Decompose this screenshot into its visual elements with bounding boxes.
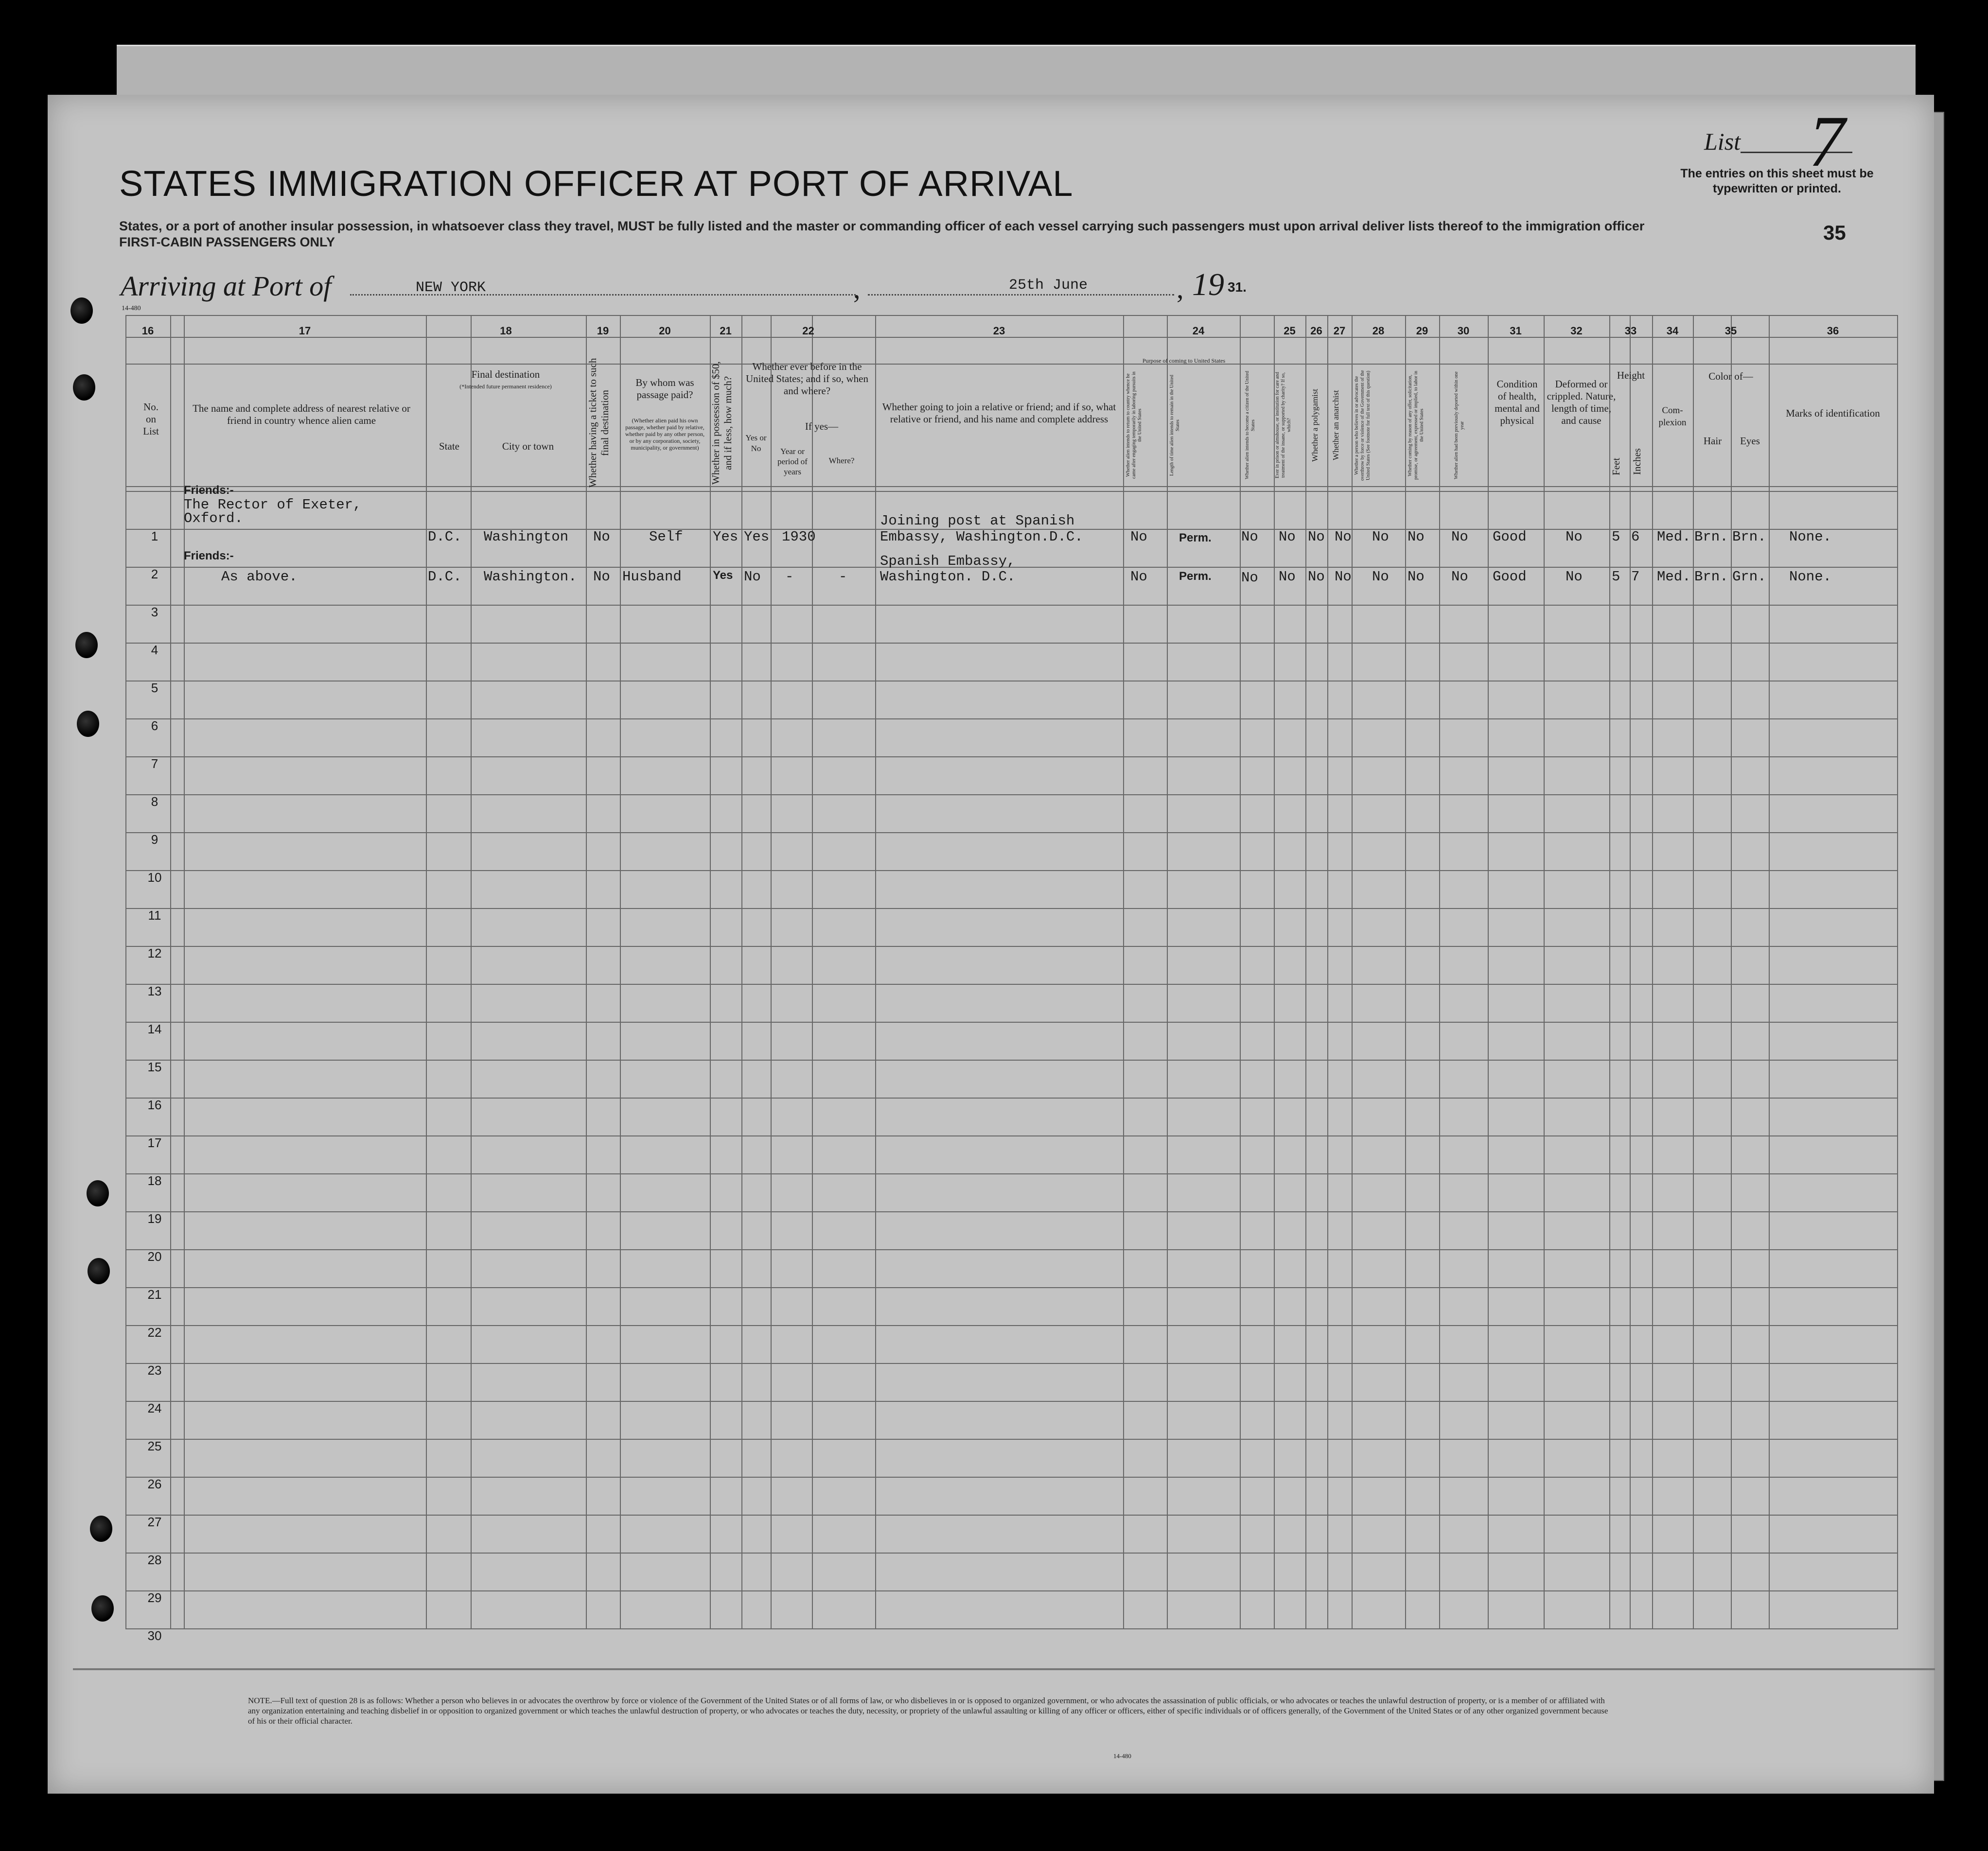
- bottom-rule: [73, 1668, 1935, 1670]
- grid-vline: [1630, 315, 1631, 1628]
- year-suffix: 31.: [1228, 279, 1247, 295]
- grid-vline: [1693, 315, 1694, 1628]
- column-number: 16: [141, 325, 154, 337]
- anarchist-cell: No: [1335, 569, 1352, 585]
- hair-cell: Brn.: [1694, 529, 1728, 545]
- grid-vline: [1488, 315, 1489, 1628]
- q28-cell: No: [1372, 569, 1389, 585]
- pre-label: Friends:-: [184, 549, 234, 562]
- eyes-cell: Brn.: [1732, 529, 1766, 545]
- purpose-citizen-cell: No: [1241, 529, 1258, 545]
- grid-hline: [125, 605, 1898, 606]
- header-purpose-citizen: Whether alien intends to become a citizen of the United States: [1245, 371, 1256, 480]
- grid-hline: [125, 1363, 1898, 1364]
- manifest-table: [125, 315, 1898, 1628]
- header-deformed: Deformed or crippled. Nature, length of time, and cause: [1547, 378, 1616, 426]
- grid-hline: [125, 1325, 1898, 1326]
- join-relative-cell: Embassy, Washington.D.C.: [880, 529, 1083, 545]
- row-number: 3: [151, 605, 158, 619]
- header-health: Condition of health, mental and physical: [1495, 378, 1540, 426]
- header-ever-before: Whether ever before in the United States; and if so, when and where?: [746, 361, 868, 397]
- grid-vline: [710, 315, 711, 1628]
- year-prefix: 19: [1192, 267, 1224, 302]
- hair-cell: Brn.: [1694, 569, 1728, 585]
- header-passage-paid-note: (Whether alien paid his own passage, whether paid by relative, whether paid by any other person, or by any corporation, society, municipality, or government): [625, 417, 705, 451]
- purpose-citizen-cell: No: [1241, 570, 1258, 586]
- grid-vline: [1897, 315, 1898, 1628]
- row-number: 5: [151, 681, 158, 695]
- grid-vline: [620, 315, 621, 1628]
- grid-hline: [125, 946, 1898, 947]
- column-number: 33: [1624, 325, 1637, 337]
- before-where-cell: -: [839, 569, 847, 585]
- port-value: NEW YORK: [416, 279, 486, 296]
- row-number: 28: [147, 1553, 162, 1567]
- inches-cell: 7: [1631, 569, 1640, 585]
- date-line: [868, 294, 1174, 296]
- grid-hline: [125, 1211, 1898, 1212]
- grid-hline: [125, 491, 1898, 492]
- deformed-cell: No: [1566, 529, 1583, 545]
- purpose-length-cell: Perm.: [1179, 531, 1212, 544]
- grid-hline: [125, 1135, 1898, 1136]
- header-complexion: Com-plexion: [1658, 405, 1687, 428]
- row-number: 23: [147, 1363, 162, 1378]
- grid-vline: [426, 315, 427, 1628]
- header-hair: Hair: [1703, 435, 1722, 447]
- grid-vline: [1274, 315, 1275, 1628]
- prison-cell: No: [1279, 569, 1296, 585]
- column-number: 31: [1510, 325, 1522, 337]
- relative-address: The Rector of Exeter,: [184, 497, 362, 513]
- purpose-return-cell: No: [1130, 569, 1147, 585]
- header-city: City or town: [502, 440, 554, 452]
- column-number: 30: [1457, 325, 1470, 337]
- grid-hline: [125, 870, 1898, 871]
- punch-hole: [91, 1595, 114, 1622]
- grid-vline: [1609, 315, 1610, 1628]
- grid-vline: [1305, 315, 1306, 1628]
- ticket-cell: No: [593, 569, 610, 585]
- footnote: NOTE.—Full text of question 28 is as follows: Whether a person who believes in or advocates the overthrow by force or violence of the Government of the United States or of all forms of law, or who disbelieves in or is opposed to organized government, or who advocates the assassination of public officials, or who advocates or teaches the unlawful destruction of property, or is a member of or affiliated with any organization entertaining and teaching disbelief in or opposition to organized government or which teaches the unlawful destruction of property, or who advocates or teaches the duty, necessity, or propriety of the unlawful assaulting or killing of any officer or officers, either of specific individuals or of officers generally, of the Government of the United States or of any other organized government because of his or their official character.: [248, 1696, 1608, 1726]
- grid-vline: [1352, 315, 1353, 1628]
- list-number: 7: [1809, 101, 1845, 182]
- header-marks: Marks of identification: [1786, 407, 1880, 419]
- header-no-on-list: No. on List: [143, 401, 159, 437]
- header-state: State: [439, 440, 459, 452]
- grid-vline: [1769, 315, 1770, 1628]
- row-number: 10: [147, 870, 162, 885]
- header-passage-paid: By whom was passage paid?: [635, 377, 694, 401]
- row-number: 15: [147, 1060, 162, 1074]
- grid-hline: [125, 832, 1898, 833]
- header-q30: Whether alien had been previously deported within one year: [1454, 371, 1465, 479]
- header-eyes: Eyes: [1740, 435, 1760, 447]
- before-yes-no-cell: No: [744, 569, 761, 585]
- row-number: 14: [147, 1022, 162, 1036]
- column-number: 36: [1827, 325, 1839, 337]
- marks-cell: None.: [1789, 529, 1832, 545]
- row-number: 11: [148, 908, 161, 923]
- column-number: 25: [1284, 325, 1296, 337]
- anarchist-cell: No: [1335, 529, 1352, 545]
- city-cell: Washington: [484, 529, 569, 545]
- pre-label: Friends:-: [184, 484, 234, 497]
- eyes-cell: Grn.: [1732, 569, 1766, 585]
- header-polygamist: Whether a polygamist: [1310, 388, 1319, 462]
- q28-cell: No: [1372, 529, 1389, 545]
- grid-hline: [125, 984, 1898, 985]
- header-where: Where?: [828, 456, 855, 465]
- grid-vline: [1240, 315, 1241, 1628]
- punch-hole: [77, 711, 99, 737]
- before-year-cell: -: [785, 569, 794, 585]
- feet-cell: 5: [1612, 529, 1620, 545]
- marks-cell: None.: [1789, 569, 1832, 585]
- grid-hline: [125, 1060, 1898, 1061]
- grid-hline: [125, 794, 1898, 795]
- header-possession-50: Whether in possession of $50, and if less, how much?: [710, 361, 734, 485]
- row-number: 19: [147, 1211, 162, 1226]
- row-number: 4: [151, 643, 158, 657]
- row-number: 20: [147, 1249, 162, 1264]
- row-number: 30: [147, 1628, 162, 1643]
- join-relative-cell: Washington. D.C.: [880, 569, 1016, 585]
- header-join-relative: Whether going to join a relative or friend; and if so, what relative or friend, and his name and complete address: [882, 401, 1116, 425]
- header-feet: Feet: [1610, 457, 1622, 476]
- column-number: 22: [802, 325, 814, 337]
- passenger-class-line: FIRST-CABIN PASSENGERS ONLY: [119, 235, 335, 249]
- grid-hline: [125, 1439, 1898, 1440]
- column-number: 17: [299, 325, 311, 337]
- grid-vline: [1327, 315, 1328, 1628]
- grid-vline: [1123, 315, 1124, 1628]
- row-number: 18: [147, 1173, 162, 1188]
- grid-vline: [125, 315, 126, 1628]
- row-number: 17: [147, 1135, 162, 1150]
- row-number: 27: [147, 1515, 162, 1529]
- inches-cell: 6: [1631, 529, 1640, 545]
- row-number: 1: [151, 529, 158, 543]
- before-year-cell: 1930: [782, 529, 816, 545]
- row-number: 8: [151, 794, 158, 809]
- polygamist-cell: No: [1308, 529, 1325, 545]
- grid-vline: [812, 315, 813, 1628]
- typewritten-note: The entries on this sheet must be typewritten or printed.: [1680, 167, 1874, 195]
- header-yes-or-no: Yes or No: [745, 433, 767, 453]
- grid-vline: [471, 315, 472, 1628]
- punch-hole: [87, 1180, 109, 1206]
- header-nearest-relative: The name and complete address of nearest relative or friend in country whence alien came: [193, 402, 410, 426]
- grid-vline: [1439, 315, 1440, 1628]
- possession-cell: Yes: [713, 529, 739, 545]
- header-inches: Inches: [1631, 448, 1643, 475]
- column-number: 34: [1666, 325, 1679, 337]
- grid-hline: [125, 756, 1898, 757]
- punch-hole: [75, 632, 98, 658]
- grid-hline: [125, 1590, 1898, 1591]
- header-year-period: Year or period of years: [777, 447, 808, 476]
- column-number: 21: [720, 325, 732, 337]
- page-number: 35: [1823, 221, 1846, 244]
- feet-cell: 5: [1612, 569, 1620, 585]
- row-number: 7: [151, 756, 158, 771]
- grid-hline: [125, 718, 1898, 719]
- form-code: 14-480: [122, 305, 141, 312]
- relative-address: Oxford.: [184, 510, 243, 526]
- row-number: 16: [147, 1098, 162, 1112]
- header-if-yes: If yes—: [805, 420, 839, 432]
- grid-vline: [741, 315, 742, 1628]
- grid-hline: [125, 364, 1898, 365]
- q29-cell: No: [1407, 569, 1425, 585]
- punch-hole: [90, 1516, 112, 1542]
- purpose-length-cell: Perm.: [1179, 570, 1212, 583]
- grid-vline: [771, 315, 772, 1628]
- header-purpose-return: Whether alien intends to return to country whence he came after engaging temporarily in laboring pursuits in the United States: [1126, 371, 1143, 479]
- column-number: 26: [1310, 325, 1322, 337]
- comma: ,: [853, 273, 861, 304]
- grid-vline: [170, 315, 171, 1628]
- punch-hole: [70, 297, 93, 324]
- state-cell: D.C.: [428, 529, 462, 545]
- q30-cell: No: [1451, 569, 1468, 585]
- ticket-cell: No: [593, 529, 610, 545]
- comma: ,: [1177, 273, 1184, 304]
- state-cell: D.C.: [428, 569, 462, 585]
- punch-hole: [73, 374, 95, 401]
- purpose-return-cell: No: [1130, 529, 1147, 545]
- city-cell: Washington.: [484, 569, 577, 585]
- grid-hline: [125, 1401, 1898, 1402]
- grid-hline: [125, 908, 1898, 909]
- row-number: 6: [151, 718, 158, 733]
- health-cell: Good: [1493, 569, 1527, 585]
- possession-cell: Yes: [713, 569, 733, 582]
- header-purpose: Purpose of coming to United States: [1142, 357, 1226, 364]
- grid-hline: [125, 1477, 1898, 1478]
- row-number: 25: [147, 1439, 162, 1453]
- header-color-of: Color of—: [1708, 370, 1753, 382]
- row-number: 29: [147, 1590, 162, 1605]
- header-height: Height: [1617, 369, 1645, 381]
- row-number: 12: [147, 946, 162, 960]
- column-number: 18: [500, 325, 512, 337]
- header-final-destination-note: (*Intended future permanent residence): [459, 383, 552, 390]
- punch-hole: [88, 1258, 110, 1284]
- header-final-destination: Final destination: [471, 368, 540, 380]
- grid-hline: [125, 486, 1898, 487]
- grid-vline: [1731, 315, 1732, 1628]
- grid-hline: [125, 315, 1898, 316]
- page-title: STATES IMMIGRATION OFFICER AT PORT OF ARRIVAL: [119, 163, 1073, 204]
- header-prison: Ever in prison or almshouse, or institution for care and treatment of the insane, or supported by charity? If so, which?: [1275, 372, 1292, 479]
- grid-hline: [125, 1628, 1898, 1629]
- header-q28: Whether a person who believes in or advocates the overthrow by force or violence of the Government of the United States (See footnote for full text of this question): [1354, 370, 1371, 481]
- column-number: 24: [1192, 325, 1205, 337]
- prison-cell: No: [1279, 529, 1296, 545]
- list-label: List: [1704, 128, 1741, 155]
- grid-vline: [586, 315, 587, 1628]
- grid-hline: [125, 1553, 1898, 1554]
- row-number: 22: [147, 1325, 162, 1340]
- grid-hline: [125, 1515, 1898, 1516]
- row-number: 21: [147, 1287, 162, 1302]
- passage-paid-cell: Husband: [622, 569, 682, 585]
- instruction-line: States, or a port of another insular possession, in whatsoever class they travel, MUST be fully listed and the master or commanding officer of each vessel carrying such passengers must upon arrival deliver lists thereof to the immigration officer: [119, 219, 1645, 233]
- row-number: 24: [147, 1401, 162, 1415]
- row-number: 13: [147, 984, 162, 998]
- arrival-date: 25th June: [1009, 277, 1088, 294]
- column-number: 23: [993, 325, 1005, 337]
- header-q29: Whether coming by reason of any offer, solicitation, promise, or agreement, expressed or implied, to labor in the United States: [1407, 370, 1425, 480]
- grid-hline: [125, 1249, 1898, 1250]
- header-ticket: Whether having a ticket to such final destination: [587, 358, 611, 488]
- footnote-code: 14-480: [1113, 1752, 1131, 1760]
- relative-address: As above.: [221, 569, 298, 585]
- grid-hline: [125, 1287, 1898, 1288]
- deformed-cell: No: [1566, 569, 1583, 585]
- column-number: 32: [1570, 325, 1583, 337]
- header-anarchist: Whether an anarchist: [1331, 390, 1340, 461]
- row-number: 2: [151, 567, 158, 581]
- passage-paid-cell: Self: [649, 529, 683, 545]
- grid-hline: [125, 643, 1898, 644]
- header-purpose-length: Length of time alien intends to remain in the United States: [1169, 375, 1180, 476]
- row-number: 26: [147, 1477, 162, 1491]
- row-number: 9: [151, 832, 158, 847]
- complexion-cell: Med.: [1657, 569, 1691, 585]
- column-number: 35: [1724, 325, 1737, 337]
- previous-sheet-edge: [117, 45, 1916, 100]
- column-number: 19: [597, 325, 609, 337]
- column-number: 27: [1333, 325, 1346, 337]
- arriving-label: Arriving at Port of: [121, 270, 332, 302]
- join-relative-cell: Spanish Embassy,: [880, 553, 1016, 569]
- complexion-cell: Med.: [1657, 529, 1691, 545]
- grid-hline: [125, 1173, 1898, 1174]
- polygamist-cell: No: [1308, 569, 1325, 585]
- grid-vline: [1544, 315, 1545, 1628]
- grid-vline: [1652, 315, 1653, 1628]
- grid-hline: [125, 1098, 1898, 1099]
- health-cell: Good: [1493, 529, 1527, 545]
- before-yes-no-cell: Yes: [744, 529, 770, 545]
- grid-vline: [1405, 315, 1406, 1628]
- grid-vline: [1167, 315, 1168, 1628]
- q29-cell: No: [1407, 529, 1425, 545]
- q30-cell: No: [1451, 529, 1468, 545]
- column-number: 29: [1416, 325, 1428, 337]
- column-number: 20: [659, 325, 671, 337]
- column-number: 28: [1372, 325, 1385, 337]
- grid-hline: [125, 1022, 1898, 1023]
- grid-vline: [875, 315, 876, 1628]
- join-relative-cell: Joining post at Spanish: [880, 513, 1075, 529]
